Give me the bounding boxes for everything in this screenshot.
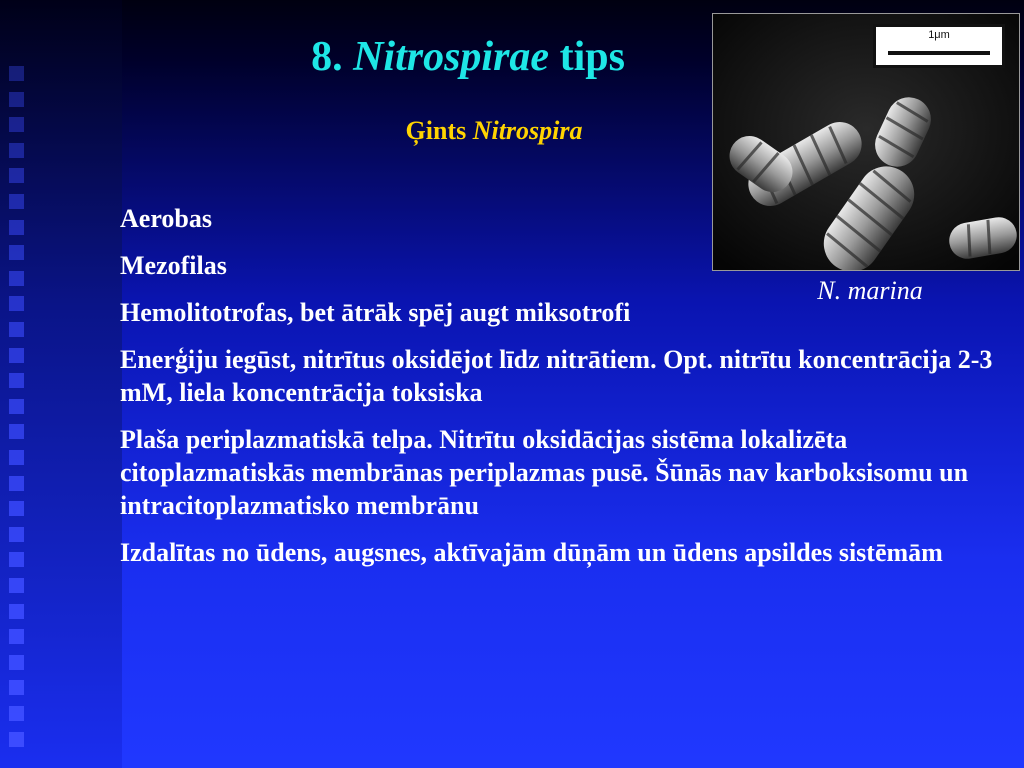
list-item: Hemolitotrofas, bet ātrāk spēj augt miksotrofi (120, 298, 631, 327)
list-item: Izdalītas no ūdens, augsnes, aktīvajām dūņām un ūdens apsildes sistēmām (120, 538, 943, 567)
decorative-square (9, 296, 24, 311)
decorative-square (9, 527, 24, 542)
decorative-square (9, 476, 24, 491)
decorative-square (9, 501, 24, 516)
image-caption: N. marina (817, 276, 923, 305)
subtitle-genus: Nitrospira (472, 116, 583, 145)
decorative-square (9, 604, 24, 619)
decorative-square (9, 373, 24, 388)
decorative-square (9, 655, 24, 670)
scale-bar-label: 1μm (928, 29, 950, 41)
decorative-square (9, 322, 24, 337)
decorative-square (9, 220, 24, 235)
decorative-square (9, 348, 24, 363)
decorative-square (9, 245, 24, 260)
decorative-square (9, 706, 24, 721)
decorative-square (9, 399, 24, 414)
scale-bar-box (873, 24, 1005, 68)
title-number: 8. (311, 34, 343, 80)
decorative-square (9, 424, 24, 439)
decorative-square (9, 680, 24, 695)
decorative-square (9, 194, 24, 209)
scale-bar (888, 51, 990, 55)
list-item: Enerģiju iegūst, nitrītus oksidējot līdz nitrātiem. Opt. nitrītu koncentrācija 2-3 mM, liela koncentrācija toksiska (120, 345, 993, 407)
decorative-square (9, 271, 24, 286)
decorative-squares (9, 66, 25, 766)
decorative-square (9, 578, 24, 593)
decorative-square (9, 552, 24, 567)
list-item: Aerobas (120, 204, 212, 233)
title-rest: tips (559, 34, 625, 80)
subtitle-prefix: Ģints (405, 116, 467, 145)
list-item: Plaša periplazmatiskā telpa. Nitrītu oksidācijas sistēma lokalizēta citoplazmatiskās membrānas periplazmas pusē. Šūnās nav karboksisomu un intracitoplazmatisko membrānu (120, 425, 969, 520)
bullet-list (120, 202, 1000, 583)
decorative-square (9, 92, 24, 107)
decorative-square (9, 629, 24, 644)
decorative-square (9, 450, 24, 465)
decorative-square (9, 168, 24, 183)
list-item: Mezofilas (120, 251, 227, 280)
title-taxon: Nitrospirae (353, 34, 550, 80)
decorative-square (9, 732, 24, 747)
